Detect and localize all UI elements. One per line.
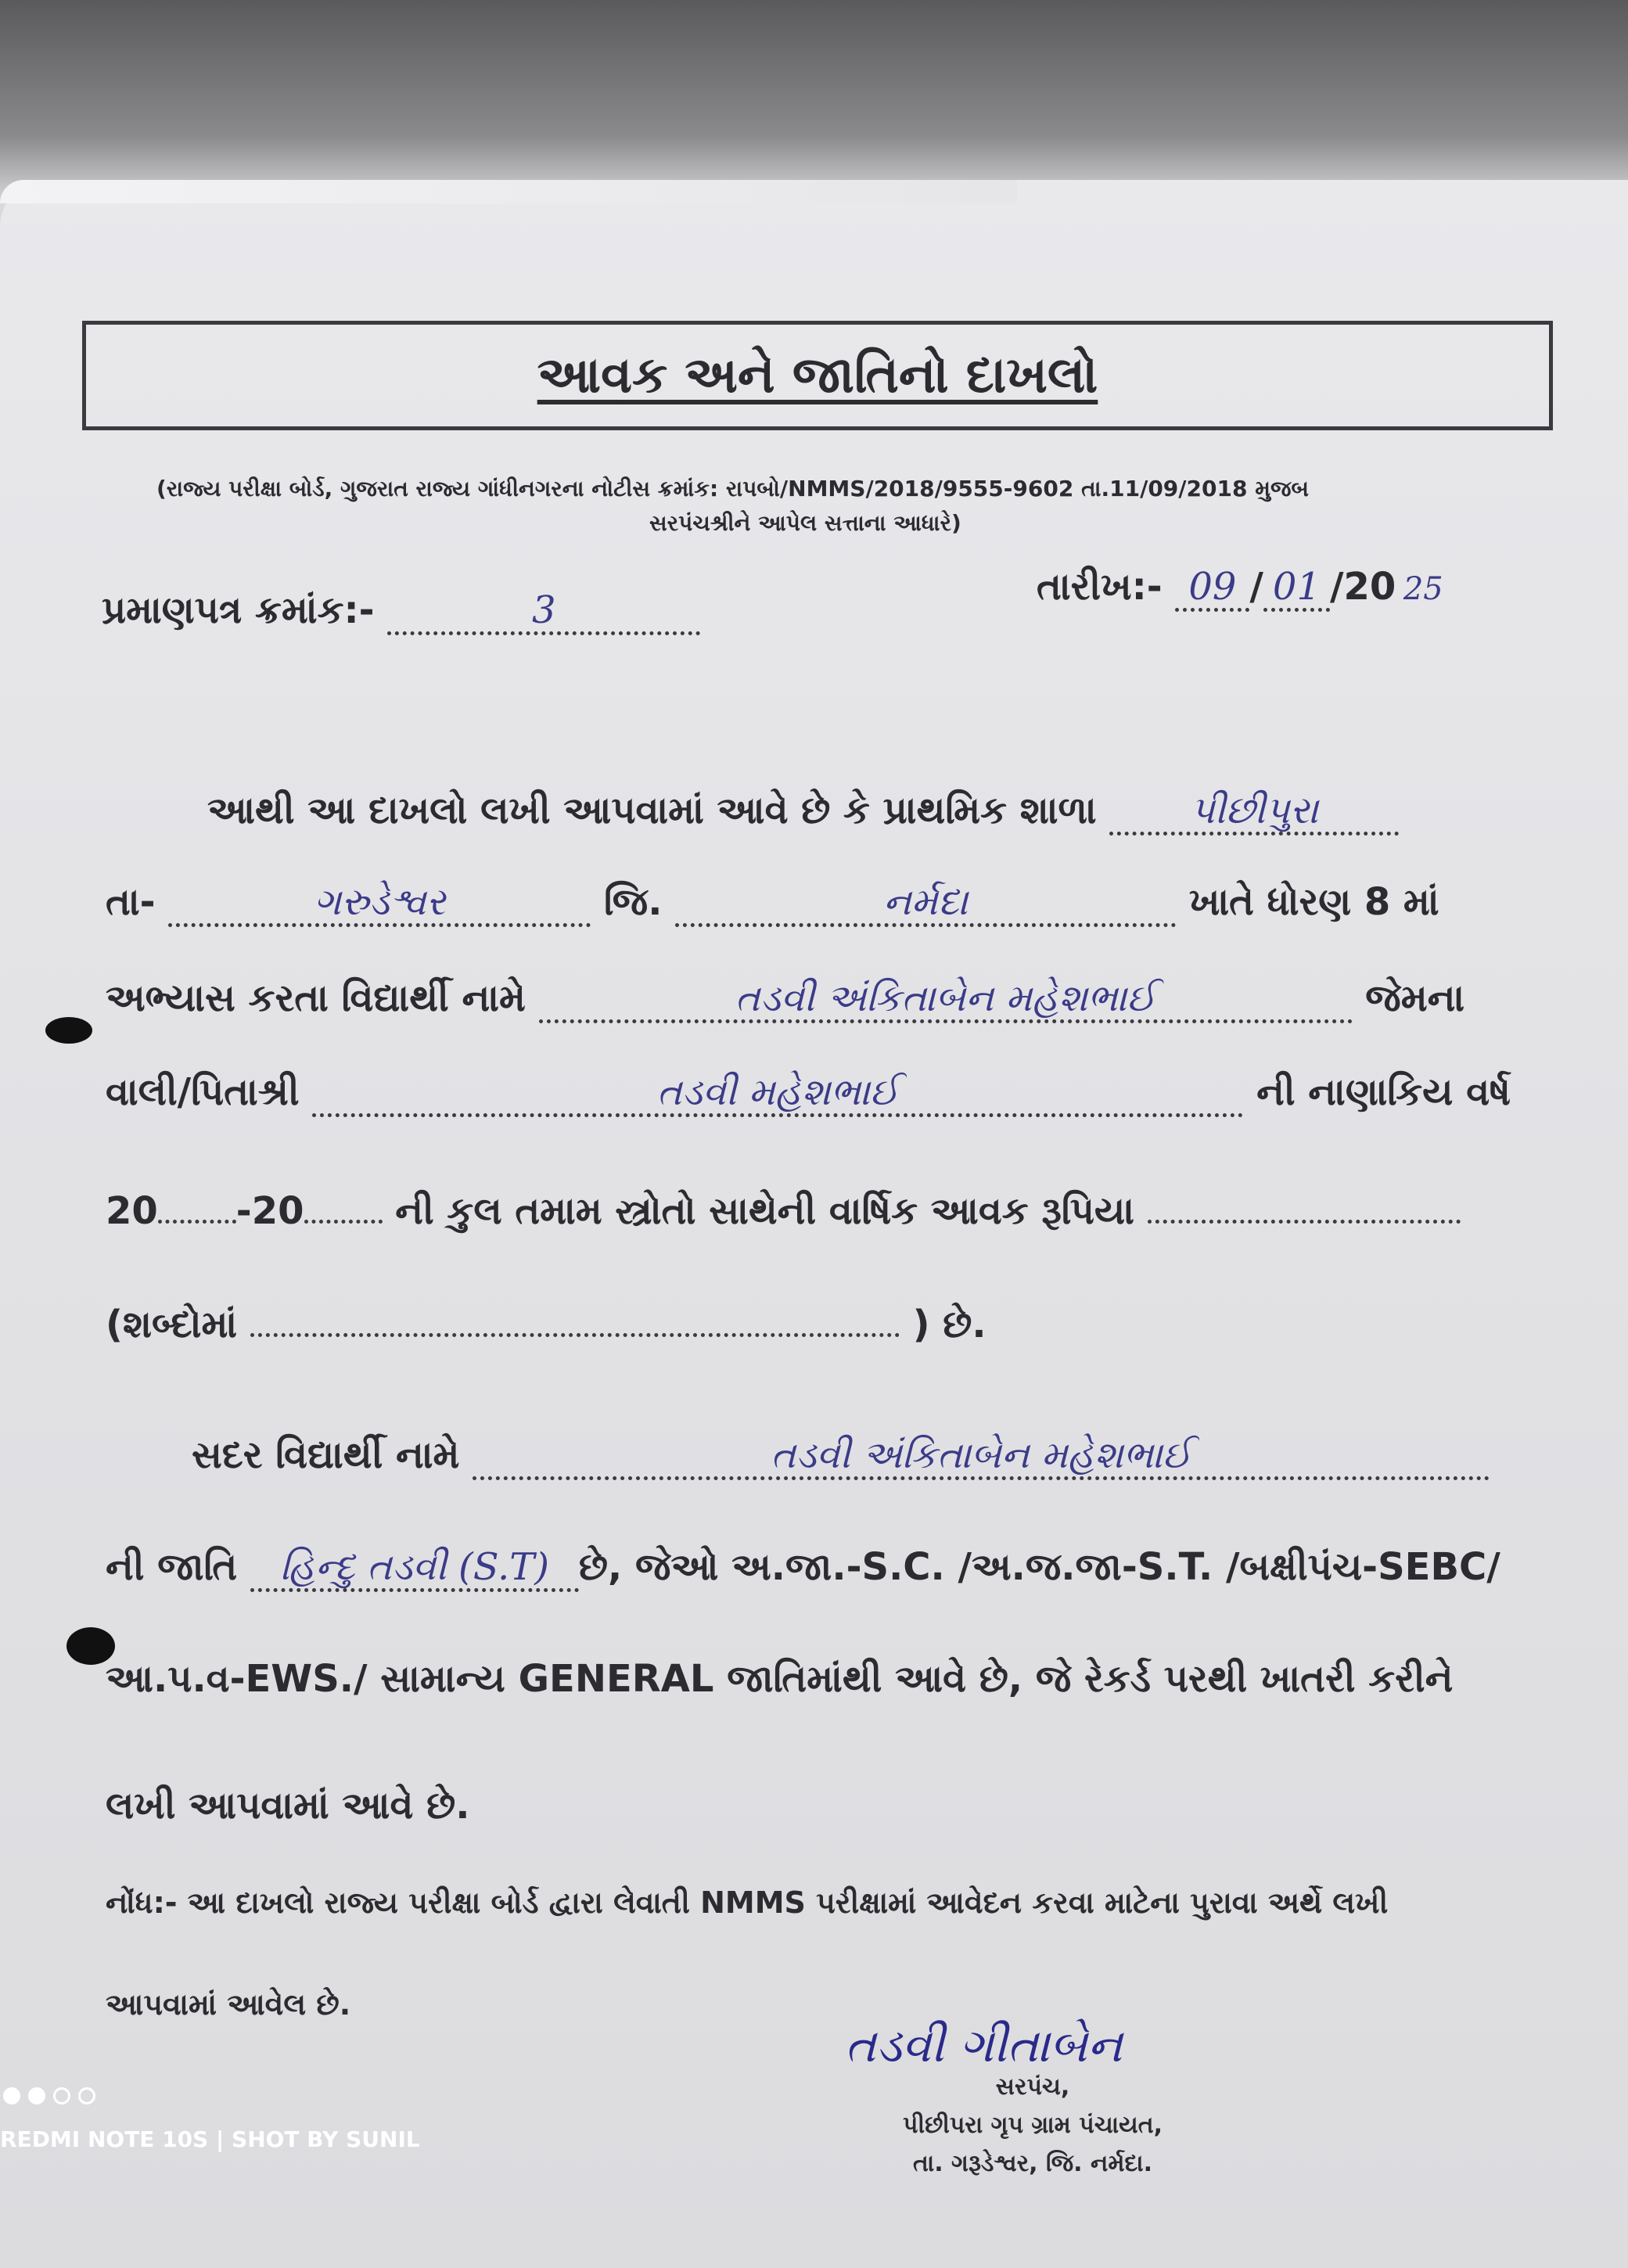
date-label: તારીખ:-	[1037, 565, 1163, 609]
district-label: જિ.	[603, 880, 663, 924]
caste-value: હિન્દુ તડવી (S.T)	[250, 1547, 579, 1592]
caste-text: છે, જેઓ અ.જા.-S.C. /અ.જ.જા-S.T. /બક્ષીપંચ-SEBC/	[578, 1545, 1500, 1589]
district-value: નર્મદા	[675, 882, 1176, 927]
student-label: અભ્યાસ કરતા વિદ્યાર્થી નામે	[106, 976, 526, 1020]
line-student	[106, 976, 1464, 1023]
document-title: આવક અને જાતિનો દાખલો	[537, 347, 1098, 404]
date-day: 09	[1175, 566, 1249, 612]
student-name: તડવી અંકિતાબેન મહેશભાઈ	[539, 978, 1353, 1023]
words-label: (શબ્દોમાં	[106, 1303, 238, 1346]
words-blank	[250, 1325, 900, 1337]
date-month: 01	[1263, 566, 1330, 612]
line-school	[207, 789, 1399, 836]
date-year-prefix: /20	[1329, 565, 1396, 609]
signature-block	[853, 2073, 1213, 2177]
caste-label: ની જાતિ	[106, 1545, 238, 1589]
income-amount-blank	[1148, 1212, 1461, 1224]
student-suffix: જેમના	[1365, 976, 1465, 1020]
sign-title: સરપંચ,	[995, 2073, 1070, 2101]
sign-org: પીછીપરા ગૃપ ગ્રામ પંચાયત,	[903, 2112, 1163, 2139]
year-blank-2	[304, 1212, 383, 1224]
line-income	[106, 1189, 1461, 1234]
page-indicator	[3, 2087, 95, 2104]
words-suffix: ) છે.	[912, 1303, 987, 1346]
note-line-2: આપવામાં આવેલ છે.	[106, 1987, 351, 2022]
line-student-2	[192, 1433, 1490, 1480]
indicator-dot	[3, 2087, 20, 2104]
indicator-dot	[78, 2087, 95, 2104]
sarpanch-signature: તડવી ગીતાબેન	[845, 2018, 1123, 2073]
title-box	[82, 321, 1553, 430]
line-caste-3: લખી આપવામાં આવે છે.	[106, 1784, 470, 1828]
student2-name: તડવી અંકિતાબેન મહેશભાઈ	[473, 1435, 1490, 1480]
line-caste	[106, 1545, 1500, 1592]
camera-watermark: REDMI NOTE 10S | SHOT BY SUNIL	[0, 2126, 420, 2152]
standard-text: ખાતે ધોરણ 8 માં	[1188, 880, 1439, 924]
line-words	[106, 1303, 987, 1347]
indicator-dot	[53, 2087, 70, 2104]
student2-label: સદર વિદ્યાર્થી નામે	[192, 1433, 460, 1477]
certificate-label: પ્રમાણપત્ર ક્રમાંક:-	[102, 588, 375, 632]
guardian-name: તડવી મહેશભાઈ	[312, 1072, 1243, 1117]
income-text: ની કુલ તમામ સ્ત્રોતો સાથેની વાર્ષિક આવક રૂપિયા	[395, 1189, 1134, 1233]
line-guardian	[106, 1070, 1511, 1117]
line-caste-2: આ.પ.વ-EWS./ સામાન્ય GENERAL જાતિમાંથી આવે છે, જે રેકર્ડ પરથી ખાતરી કરીને	[106, 1657, 1454, 1701]
note-line-1: નોંધ:- આ દાખલો રાજ્ય પરીક્ષા બોર્ડ દ્વારા લેવાતી NMMS પરીક્ષામાં આવેદન કરવા માટેના પુરાવા અર્થે લખી	[106, 1885, 1389, 1920]
paper-top-edge	[0, 180, 1017, 203]
subtitle-line-1: (રાજ્ય પરીક્ષા બોર્ડ, ગુજરાત રાજ્ય ગાંધીનગરના નોટીસ ક્રમાંક: રાપબો/NMMS/2018/9555-9602 તા.11/09/2018 મુજબ	[156, 476, 1309, 501]
ink-blot	[45, 1017, 92, 1044]
school-intro-text: આથી આ દાખલો લખી આપવામાં આવે છે કે પ્રાથમિક શાળા	[207, 789, 1097, 832]
line-taluka	[106, 880, 1439, 927]
subtitle-line-2: સરપંચશ્રીને આપેલ સત્તાના આધારે)	[649, 510, 961, 536]
taluka-label: તા-	[106, 880, 156, 924]
year-blank-1	[158, 1212, 236, 1224]
date-row: તારીખ:- 09 / 01 /20 25	[1037, 565, 1450, 612]
taluka-value: ગરુડેશ્વર	[168, 882, 591, 927]
guardian-label: વાલી/પિતાશ્રી	[106, 1070, 300, 1114]
school-name: પીછીપુરા	[1109, 790, 1399, 836]
ink-blot	[66, 1627, 115, 1665]
certificate-number: 3	[387, 590, 700, 635]
guardian-suffix: ની નાણાકિય વર્ષ	[1256, 1070, 1511, 1114]
year-prefix: 20	[106, 1189, 158, 1233]
certificate-number-row	[102, 588, 700, 635]
indicator-dot	[28, 2087, 45, 2104]
sign-place: તા. ગરૂડેશ્વર, જિ. નર્મદા.	[912, 2150, 1153, 2177]
date-year-suffix: 25	[1403, 571, 1443, 607]
year-mid: -20	[235, 1189, 304, 1233]
